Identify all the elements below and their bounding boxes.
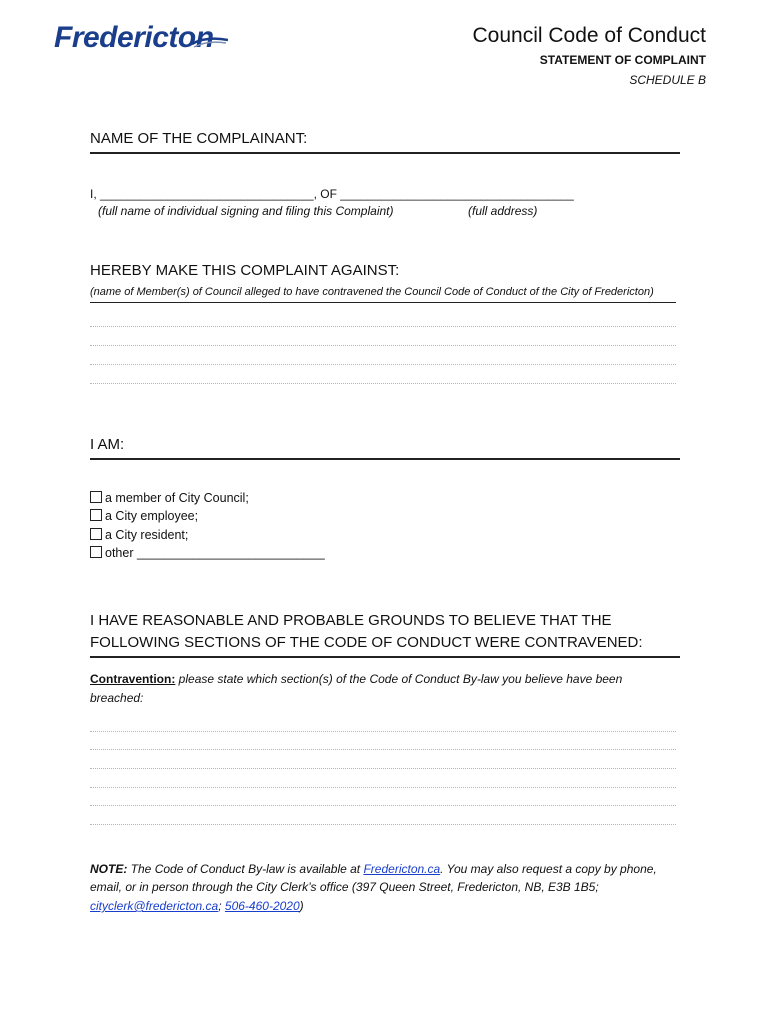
i-am-heading: I AM:: [90, 434, 680, 460]
schedule-label: SCHEDULE B: [629, 73, 706, 87]
option-council-member[interactable]: [90, 489, 249, 508]
note-text: . You may also request a copy by phone,: [440, 862, 657, 876]
contravention-line[interactable]: [90, 824, 676, 825]
checkbox-icon[interactable]: [90, 509, 102, 521]
contravention-line[interactable]: [90, 787, 676, 788]
option-city-employee[interactable]: [90, 507, 198, 526]
checkbox-icon[interactable]: [90, 491, 102, 503]
logo-swoosh-icon: [192, 36, 228, 48]
address-caption: (full address): [468, 204, 538, 218]
against-heading: HEREBY MAKE THIS COMPLAINT AGAINST:: [90, 262, 400, 279]
note-close: ): [299, 899, 304, 913]
checkbox-icon[interactable]: [90, 528, 102, 540]
name-caption: (full name of individual signing and filing this Complaint): [98, 204, 394, 218]
contravention-label: Contravention:: [90, 672, 176, 686]
contravention-line[interactable]: [90, 749, 676, 750]
note-text: The Code of Conduct By-law is available at: [127, 862, 364, 876]
note-separator: ;: [218, 899, 225, 913]
contravention-line[interactable]: [90, 768, 676, 769]
option-label: a City resident;: [105, 528, 189, 542]
complainant-line[interactable]: I, ________________________________, OF ___________________________________: [90, 187, 574, 201]
note-line3: [90, 897, 690, 915]
email-link[interactable]: cityclerk@fredericton.ca: [90, 899, 219, 913]
fredericton-link[interactable]: Fredericton.ca: [363, 862, 441, 876]
contravention-line[interactable]: [90, 731, 676, 732]
phone-link[interactable]: 506-460-2020: [224, 899, 300, 913]
against-line[interactable]: [90, 345, 676, 346]
option-label: a member of City Council;: [105, 491, 249, 505]
note-line2: email, or in person through the City Clerk’s office (397 Queen Street, Fredericton, NB, E3B 1B5;: [90, 880, 599, 894]
fredericton-logo: Fredericton: [54, 21, 214, 54]
grounds-heading-line1: I HAVE REASONABLE AND PROBABLE GROUNDS TO BELIEVE THAT THE: [90, 612, 612, 629]
option-label: other ___________________________: [105, 546, 325, 560]
grounds-heading-line2: FOLLOWING SECTIONS OF THE CODE OF CONDUCT WERE CONTRAVENED:: [90, 634, 643, 651]
document-title: Council Code of Conduct: [472, 24, 706, 47]
contravention-text-cont: breached:: [90, 691, 144, 705]
contravention-instruction: please state which section(s) of the Code of Conduct By-law you believe have been: [175, 672, 623, 686]
note-label: NOTE:: [90, 862, 128, 876]
option-other[interactable]: [90, 544, 325, 563]
against-line[interactable]: [90, 326, 676, 327]
against-caption: (name of Member(s) of Council alleged to have contravened the Council Code of Conduct of the City of Fredericton): [90, 284, 676, 303]
checkbox-icon[interactable]: [90, 546, 102, 558]
complainant-heading: NAME OF THE COMPLAINANT:: [90, 128, 680, 154]
document-subtitle: STATEMENT OF COMPLAINT: [539, 53, 706, 67]
option-label: a City employee;: [105, 509, 199, 523]
grounds-heading: [90, 610, 680, 658]
note-line1: [90, 860, 690, 878]
against-line[interactable]: [90, 383, 676, 384]
contravention-text: [90, 670, 680, 688]
contravention-line[interactable]: [90, 805, 676, 806]
against-line[interactable]: [90, 364, 676, 365]
option-city-resident[interactable]: [90, 526, 188, 545]
